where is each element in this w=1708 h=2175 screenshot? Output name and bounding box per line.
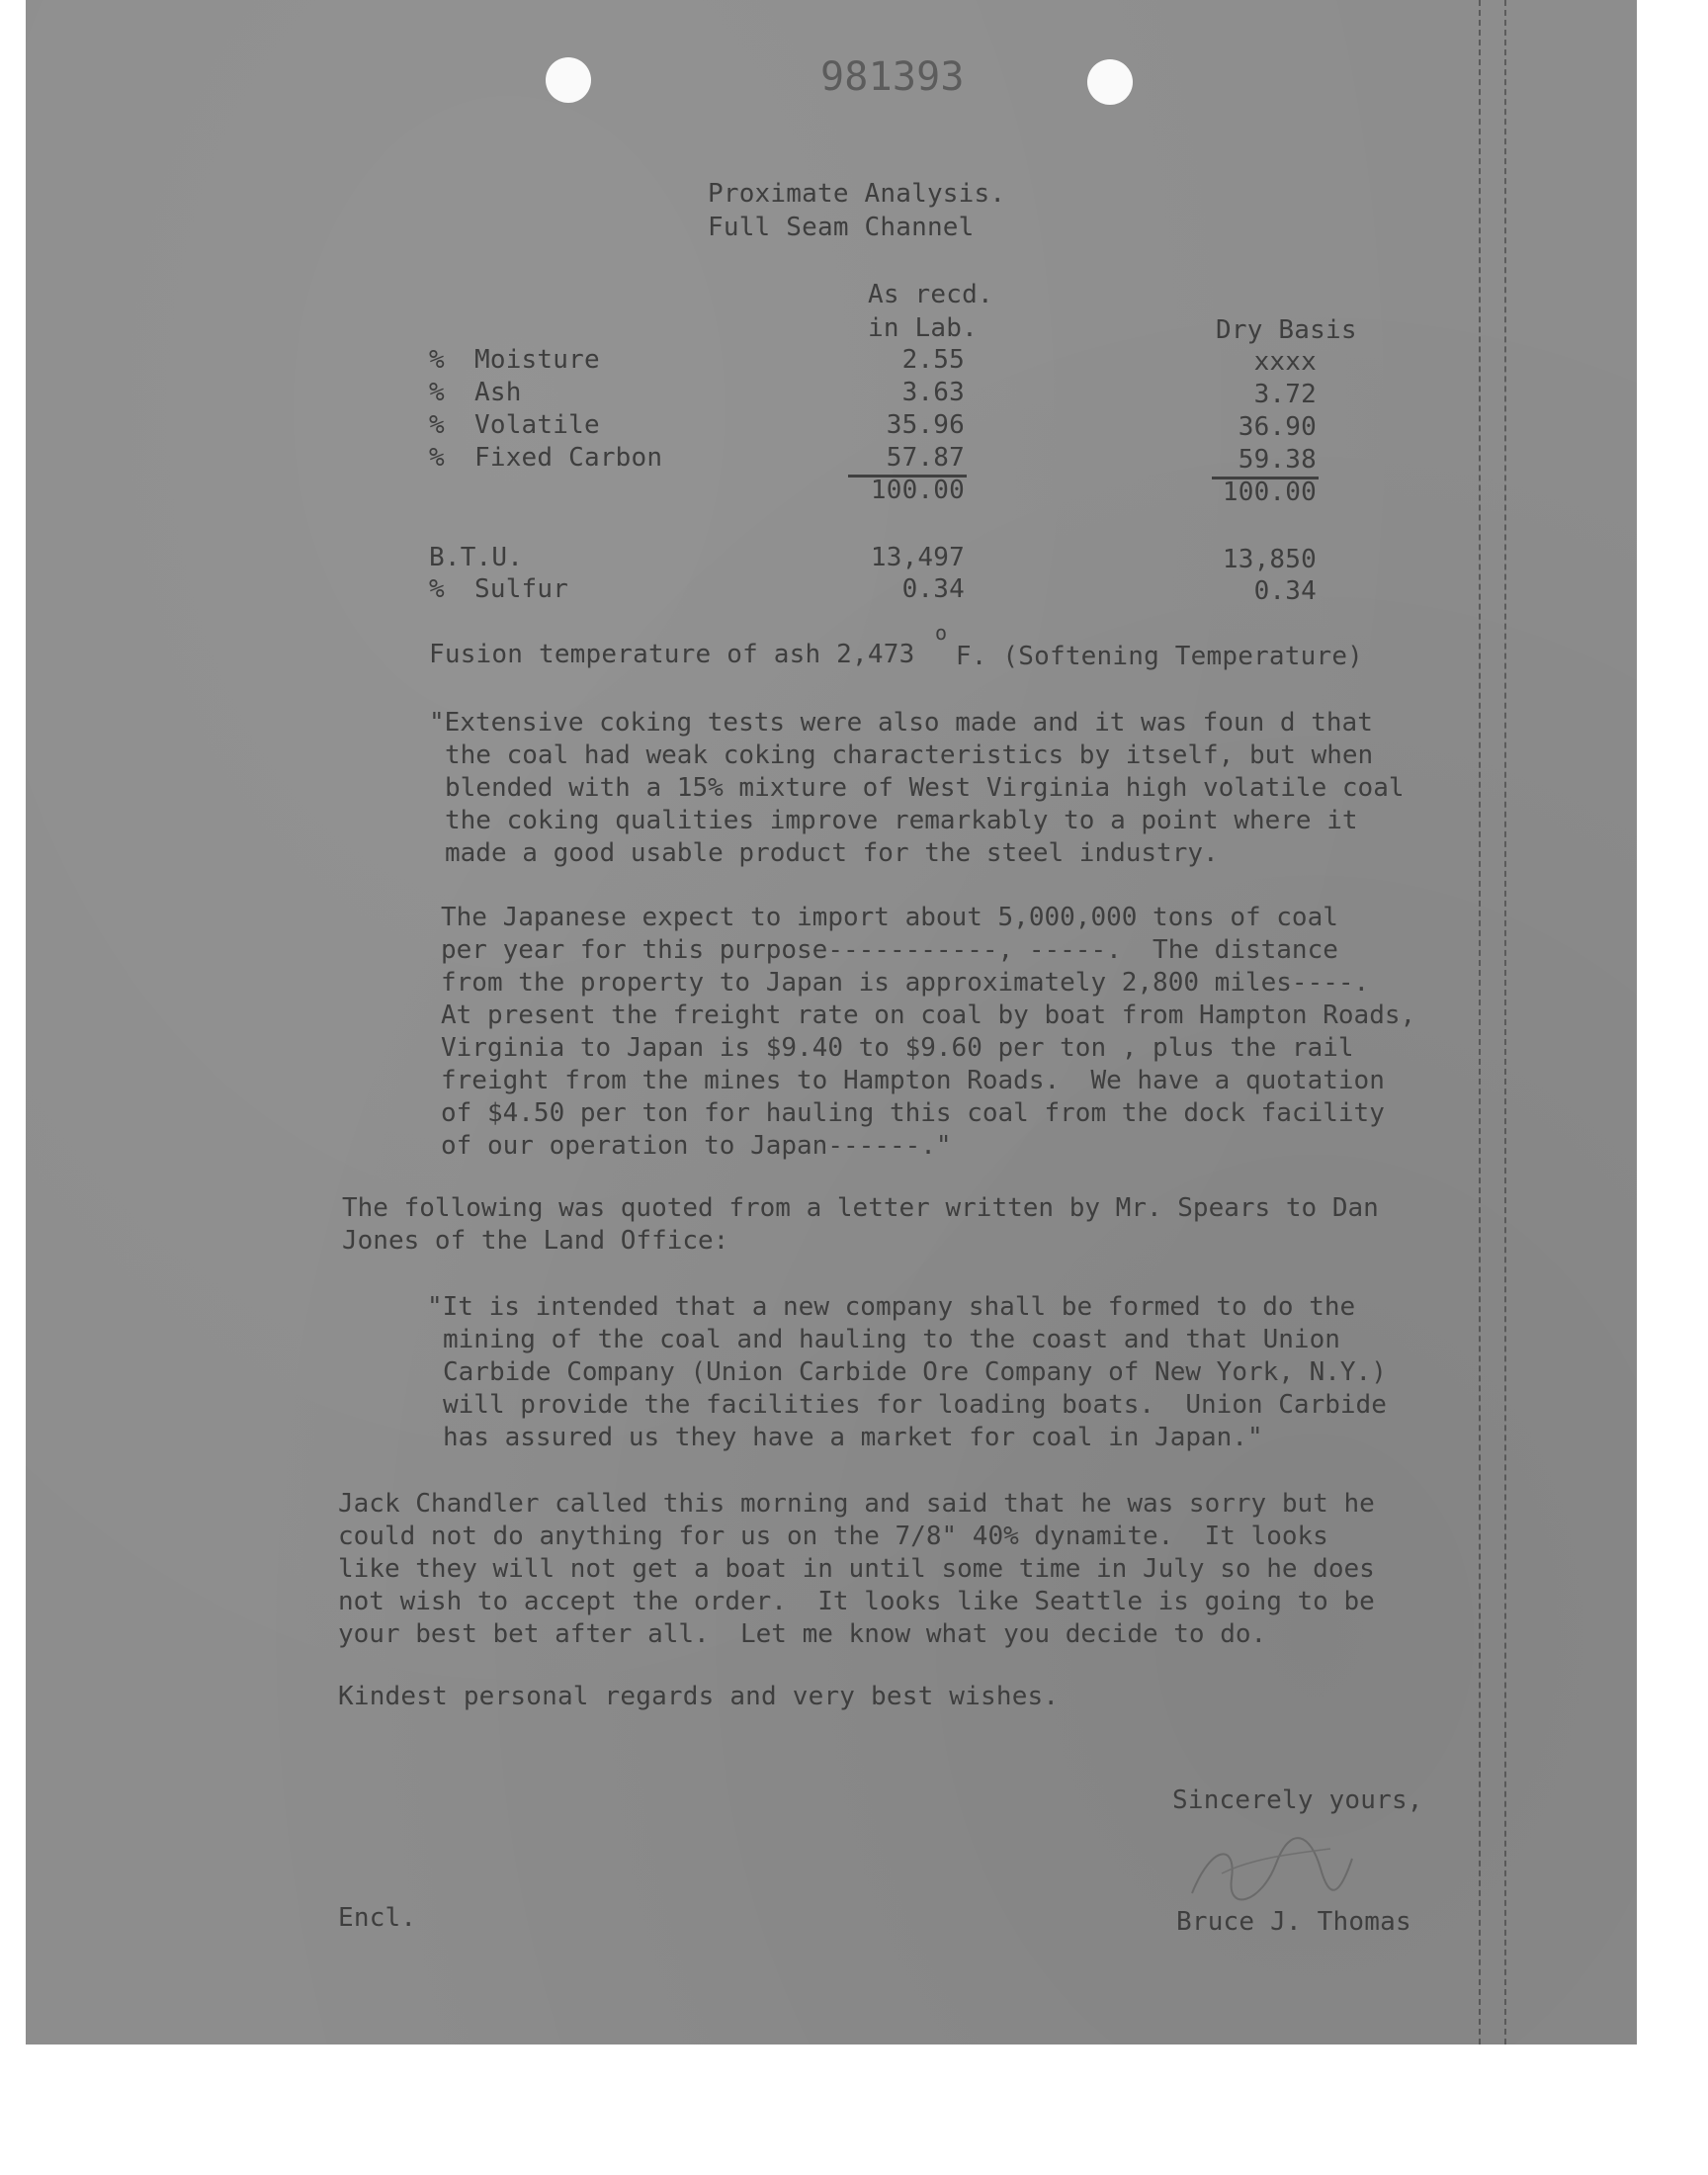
total-dry: 100.00 <box>1222 478 1317 507</box>
enclosure-note: Encl. <box>338 1903 417 1933</box>
row-label-sulfur: Sulfur <box>474 574 569 604</box>
degree-mark: o <box>935 621 948 645</box>
quote-line: At present the freight rate on coal by boat from Hampton Roads, <box>441 1000 1416 1030</box>
document-number-stamp: 981393 <box>820 54 965 100</box>
recd-value-volatile: 35.96 <box>886 410 965 440</box>
column-header-in-lab: in Lab. <box>868 313 978 343</box>
total-recd: 100.00 <box>870 476 965 505</box>
quote-line: freight from the mines to Hampton Roads. We have a quotation <box>441 1066 1385 1095</box>
quote-line: per year for this purpose-----------, -----. The distance <box>441 935 1338 965</box>
paragraph-line: could not do anything for us on the 7/8" 40% dynamite. It looks <box>338 1522 1328 1551</box>
percent-sign: % <box>429 345 445 375</box>
heading-subtitle: Full Seam Channel <box>708 213 975 242</box>
paragraph-line: Jones of the Land Office: <box>342 1226 729 1256</box>
quote-line: Carbide Company (Union Carbide Ore Company of New York, N.Y.) <box>443 1357 1387 1387</box>
closing: Sincerely yours, <box>1172 1785 1423 1815</box>
signer-name: Bruce J. Thomas <box>1176 1907 1411 1937</box>
sulfur-recd: 0.34 <box>901 574 965 604</box>
row-label-volatile: Volatile <box>474 410 600 440</box>
quote-line: The Japanese expect to import about 5,000,000 tons of coal <box>441 903 1338 932</box>
heading-title: Proximate Analysis. <box>708 179 1006 209</box>
dry-value-fixed-carbon: 59.38 <box>1238 445 1317 475</box>
percent-sign: % <box>429 443 445 473</box>
sulfur-dry: 0.34 <box>1253 576 1317 606</box>
row-label-moisture: Moisture <box>474 345 600 375</box>
binder-edge-marks <box>1479 0 1494 2044</box>
quote-line: the coal had weak coking characteristics by itself, but when <box>445 740 1374 770</box>
paragraph-line: not wish to accept the order. It looks like Seattle is going to be <box>338 1587 1375 1616</box>
dry-value-moisture: xxxx <box>1253 347 1317 377</box>
row-label-btu: B.T.U. <box>429 543 524 572</box>
signature <box>1182 1824 1360 1913</box>
fusion-text: Fusion temperature of ash 2,473 <box>429 640 915 669</box>
intro-paragraph <box>342 1192 1379 1258</box>
recd-value-fixed-carbon: 57.87 <box>886 443 965 473</box>
column-header-dry-basis: Dry Basis <box>1216 315 1357 345</box>
quote-line: of our operation to Japan------." <box>441 1131 952 1161</box>
percent-sign: % <box>429 574 445 604</box>
binder-edge-marks-inner <box>1504 0 1510 2044</box>
row-label-ash: Ash <box>474 378 522 407</box>
paragraph-line: your best bet after all. Let me know what you decide to do. <box>338 1619 1267 1649</box>
body-paragraph <box>338 1488 1375 1651</box>
dry-value-ash: 3.72 <box>1253 380 1317 409</box>
quote-line: the coking qualities improve remarkably to a point where it <box>445 806 1358 835</box>
btu-recd: 13,497 <box>870 543 965 572</box>
btu-dry: 13,850 <box>1222 545 1317 574</box>
quote-line: Virginia to Japan is $9.40 to $9.60 per ton , plus the rail <box>441 1033 1354 1063</box>
column-header-as-recd: As recd. <box>868 280 993 309</box>
fusion-text-unit: F. (Softening Temperature) <box>940 642 1364 671</box>
quote-japan-import <box>441 902 1415 1163</box>
percent-sign: % <box>429 378 445 407</box>
quote-line: will provide the facilities for loading boats. Union Carbide <box>443 1390 1387 1420</box>
paragraph-line: The following was quoted from a letter written by Mr. Spears to Dan <box>342 1193 1379 1223</box>
row-label-fixed-carbon: Fixed Carbon <box>474 443 663 473</box>
punch-hole-left <box>546 57 591 103</box>
paragraph-line: Jack Chandler called this morning and said that he was sorry but he <box>338 1489 1375 1519</box>
quote-line: blended with a 15% mixture of West Virginia high volatile coal <box>445 773 1405 803</box>
document-page <box>26 0 1637 2044</box>
percent-sign: % <box>429 410 445 440</box>
recd-value-ash: 3.63 <box>901 378 965 407</box>
punch-hole-right <box>1087 59 1133 105</box>
quote-line: mining of the coal and hauling to the coast and that Union <box>443 1325 1340 1354</box>
quote-line: made a good usable product for the steel industry. <box>445 838 1219 868</box>
recd-value-moisture: 2.55 <box>901 345 965 375</box>
quote-line: from the property to Japan is approximately 2,800 miles----. <box>441 968 1370 998</box>
quote-line: of $4.50 per ton for hauling this coal from the dock facility <box>441 1098 1385 1128</box>
quote-line: has assured us they have a market for coal in Japan." <box>443 1423 1263 1452</box>
regards-line: Kindest personal regards and very best wishes. <box>338 1682 1060 1711</box>
quote-coking-tests <box>429 707 1405 870</box>
quote-line: "It is intended that a new company shall be formed to do the <box>427 1292 1356 1322</box>
paragraph-line: like they will not get a boat in until some time in July so he does <box>338 1554 1375 1584</box>
dry-value-volatile: 36.90 <box>1238 412 1317 442</box>
quote-line: "Extensive coking tests were also made and it was foun d that <box>429 708 1373 738</box>
quote-union-carbide <box>427 1291 1387 1454</box>
